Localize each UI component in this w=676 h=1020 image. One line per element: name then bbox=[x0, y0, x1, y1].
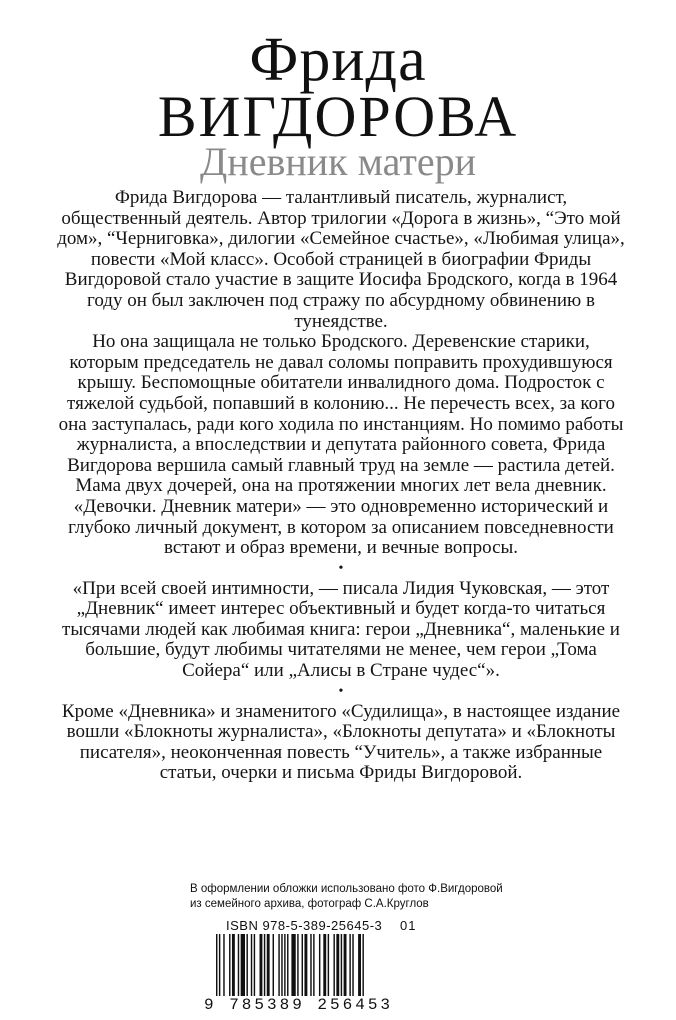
barcode-bar bbox=[219, 934, 220, 996]
barcode-bar bbox=[352, 934, 353, 996]
barcode-bar bbox=[323, 934, 326, 996]
barcode-bar bbox=[216, 934, 217, 996]
separator-bullet: • bbox=[338, 560, 344, 576]
barcode-bar bbox=[229, 934, 230, 996]
barcode-bar bbox=[281, 934, 282, 996]
barcode-bar bbox=[284, 934, 285, 996]
barcode-bar bbox=[344, 934, 347, 996]
barcode-bar bbox=[260, 934, 263, 996]
barcode-bar bbox=[304, 934, 307, 996]
photo-credit-line-2: из семейного архива, фотограф С.А.Круглов bbox=[190, 898, 429, 910]
barcode-bars bbox=[216, 934, 426, 996]
barcode-bar bbox=[362, 934, 363, 996]
barcode-bar bbox=[310, 934, 311, 996]
barcode-bar bbox=[232, 934, 235, 996]
photo-credit-line-1: В оформлении обложки использовано фото Ф.Вигдоровой bbox=[190, 883, 503, 895]
blurb-paragraph-4: Кроме «Дневника» и знаменитого «Судилища», в настоящее издание вошли «Блокноты журналиста», «Блокноты депутата» и «Блокноты писателя», неоконченная повесть “Учитель», а также избранные статьи, очерки и письма Фриды Вигдоровой. bbox=[61, 700, 621, 784]
author-last-name: ВИГДОРОВА bbox=[157, 84, 519, 149]
barcode-digits: 9 785389 256453 bbox=[204, 996, 394, 1014]
barcode-bar bbox=[251, 934, 252, 996]
barcode-bar bbox=[223, 934, 224, 996]
blurb-text bbox=[56, 188, 626, 784]
barcode-bar bbox=[264, 934, 265, 996]
barcode-bar bbox=[336, 934, 339, 996]
blurb-paragraph-3: «При всей своей интимности, — писала Лидия Чуковская, — этот „Дневник“ имеет интерес объективный и будет когда-то читаться тысячами людей как любимая книга: герои „Дневника“, маленькие и большие, будут любимы читателями не менее, чем герои „Тома Сойера“ или „Алисы в Стране чудес“». bbox=[62, 577, 620, 682]
barcode-bar bbox=[246, 934, 247, 996]
photo-credit bbox=[190, 882, 620, 912]
barcode-bar bbox=[358, 934, 361, 996]
barcode-bar bbox=[291, 934, 295, 996]
isbn-addon-code: 01 bbox=[400, 918, 417, 933]
barcode-bar bbox=[287, 934, 288, 996]
isbn-number: ISBN 978-5-389-25645-3 bbox=[226, 918, 383, 933]
barcode-bar bbox=[319, 934, 320, 996]
barcode-bar bbox=[349, 934, 350, 996]
barcode-bar bbox=[254, 934, 255, 996]
barcode-bar bbox=[297, 934, 298, 996]
barcode-bar bbox=[278, 934, 279, 996]
blurb-paragraph-1: Фрида Вигдорова — талантливый писатель, журналист, общественный деятель. Автор трилогии «Дорога в жизнь», “Это мой дом», “Черниговка», дилогии «Семейное счастье», «Любимая улица», повести «Мой класс». Особой страницей в биографии Фриды Вигдоровой стало участие в защите Иосифа Бродского, когда в 1964 году он был заключен под стражу по абсурдному обвинению в тунеядстве. bbox=[57, 187, 625, 332]
barcode-bar bbox=[313, 934, 314, 996]
barcode-bar bbox=[341, 934, 342, 996]
barcode-bar bbox=[328, 934, 329, 996]
separator-bullet: • bbox=[338, 683, 344, 699]
barcode-bar bbox=[333, 934, 334, 996]
barcode-bar bbox=[267, 934, 270, 996]
book-title: Дневник матери bbox=[200, 139, 476, 184]
barcode-bar bbox=[273, 934, 274, 996]
barcode-bar bbox=[302, 934, 303, 996]
barcode-bar bbox=[241, 934, 245, 996]
blurb-paragraph-2: Но она защищала не только Бродского. Деревенские старики, которым председатель не давал соломы поправить прохудившуюся крышу. Беспомощные обитатели инвалидного дома. Подросток с тяжелой судьбой, попавший в колонию... Не перечесть всех, за кого она заступалась, ради кого ходила по инстанциям. Но помимо работы журналиста, а впоследствии и депутата районного совета, Фрида Вигдорова вершила самый главный труд на земле — растила детей. Мама двух дочерей, она на протяжении многих лет вела дневник. «Девочки. Дневник матери» — это одновременно исторический и глубоко личный документ, в котором за описанием повседневности встают и образ времени, и вечные вопросы. bbox=[58, 331, 624, 559]
author-first-name: Фрида bbox=[249, 26, 427, 94]
barcode-bar bbox=[238, 934, 239, 996]
